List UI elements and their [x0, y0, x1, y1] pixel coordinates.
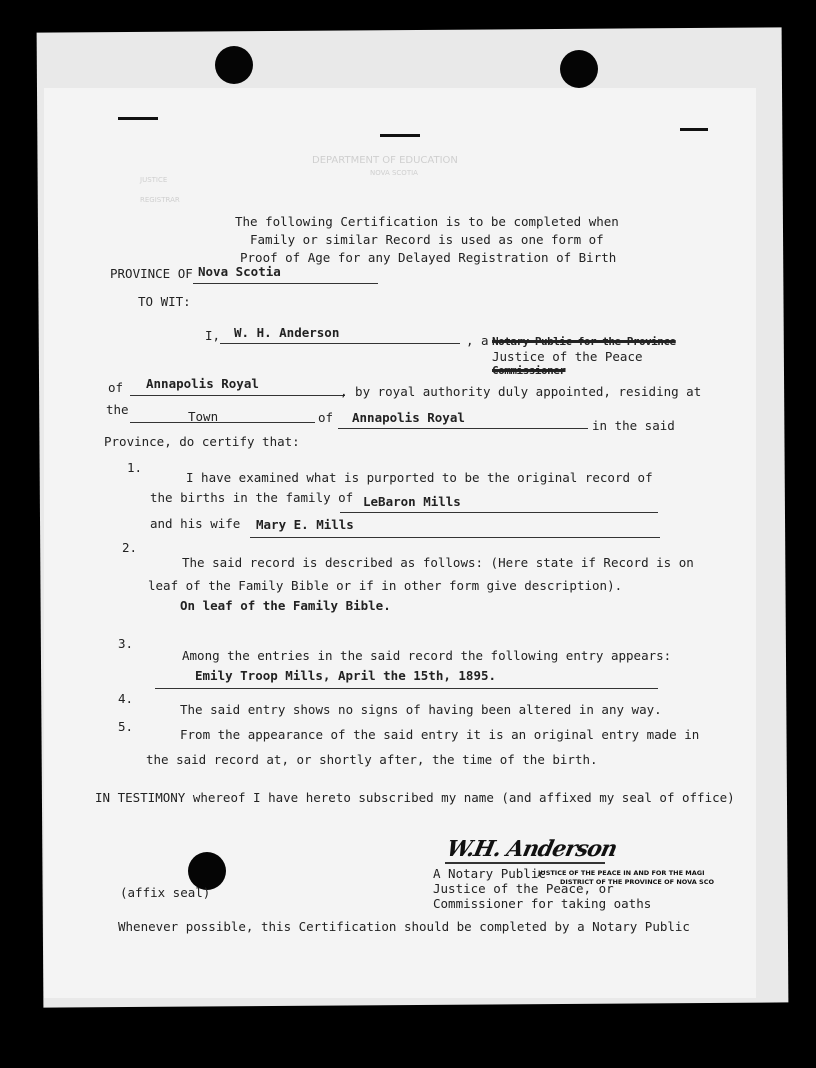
- title-struck-notary: Notary Public for the Province: [492, 335, 676, 348]
- title-value: Justice of the Peace: [492, 349, 643, 364]
- top-dash-center: [380, 134, 420, 137]
- family-underline: [340, 512, 658, 513]
- wife-underline: [250, 537, 660, 538]
- affix-seal-label: (affix seal): [120, 885, 211, 900]
- top-dash-right: [680, 128, 708, 131]
- justice-label: Justice of the Peace, or: [433, 881, 614, 896]
- the-value: Town: [188, 409, 219, 424]
- title-struck-commissioner: Commissioner: [492, 364, 566, 377]
- testimony-text: IN TESTIMONY whereof I have hereto subscribed my name (and affixed my seal of office): [95, 790, 735, 805]
- seal-line-1: JUSTICE OF THE PEACE IN AND FOR THE MAGI: [538, 869, 705, 877]
- item3-number: 3.: [118, 636, 134, 651]
- signature: W.H. Anderson: [444, 836, 619, 862]
- the-label: the: [106, 402, 129, 417]
- province-certify: Province, do certify that:: [104, 434, 300, 449]
- notary-label: A Notary Public: [433, 866, 546, 881]
- ghost-left-a: JUSTICE: [140, 176, 168, 184]
- item5-line1: From the appearance of the said entry it is an original entry made in: [180, 727, 700, 742]
- footer-note: Whenever possible, this Certification should be completed by a Notary Public: [118, 919, 690, 934]
- item4-number: 4.: [118, 691, 134, 706]
- a-label: , a: [466, 333, 489, 348]
- punch-hole-top-left: [215, 46, 253, 84]
- item2-number: 2.: [122, 540, 138, 555]
- item5-line2: the said record at, or shortly after, the time of the birth.: [146, 752, 598, 767]
- item2-value: On leaf of the Family Bible.: [180, 598, 391, 613]
- header-line-3: Proof of Age for any Delayed Registration of Birth: [240, 250, 617, 265]
- item1-number: 1.: [127, 460, 143, 475]
- wife-label: and his wife: [150, 516, 241, 531]
- seal-line-2: DISTRICT OF THE PROVINCE OF NOVA SCO: [560, 878, 714, 886]
- item5-number: 5.: [118, 719, 134, 734]
- item1-line2: the births in the family of: [150, 490, 354, 505]
- item4-text: The said entry shows no signs of having been altered in any way.: [180, 702, 662, 717]
- of-value: Annapolis Royal: [146, 376, 259, 391]
- the-underline: [130, 422, 315, 423]
- item1-line1: I have examined what is purported to be the original record of: [186, 470, 653, 485]
- ghost-dept: DEPARTMENT OF EDUCATION: [312, 155, 458, 166]
- to-wit-label: TO WIT:: [138, 294, 191, 309]
- ghost-dept-sub: NOVA SCOTIA: [370, 169, 418, 177]
- signature-underline: [445, 862, 605, 864]
- in-said-label: in the said: [592, 418, 675, 433]
- item3-underline: [155, 688, 658, 689]
- commissioner-label: Commissioner for taking oaths: [433, 896, 652, 911]
- name-value: W. H. Anderson: [234, 325, 340, 340]
- item2-line1: The said record is described as follows: (Here state if Record is on: [182, 555, 694, 570]
- of2-label: of: [318, 410, 334, 425]
- of-label: of: [108, 380, 124, 395]
- province-underline: [193, 283, 378, 284]
- i-label: I,: [205, 328, 221, 343]
- royal-authority-text: , by royal authority duly appointed, residing at: [340, 384, 702, 399]
- top-dash-left: [118, 117, 158, 120]
- item3-line1: Among the entries in the said record the following entry appears:: [182, 648, 672, 663]
- punch-hole-top-right: [560, 50, 598, 88]
- header-line-2: Family or similar Record is used as one form of: [250, 232, 604, 247]
- ghost-left-b: REGISTRAR: [140, 196, 180, 204]
- of2-underline: [338, 428, 588, 429]
- wife-value: Mary E. Mills: [256, 517, 354, 532]
- family-value: LeBaron Mills: [363, 494, 461, 509]
- of-underline: [130, 395, 345, 396]
- province-value: Nova Scotia: [198, 264, 281, 279]
- of2-value: Annapolis Royal: [352, 410, 465, 425]
- name-underline: [220, 343, 460, 344]
- header-line-1: The following Certification is to be completed when: [235, 214, 619, 229]
- item3-value: Emily Troop Mills, April the 15th, 1895.: [195, 668, 497, 683]
- item2-line2: leaf of the Family Bible or if in other form give description).: [148, 578, 623, 593]
- province-label: PROVINCE OF: [110, 266, 193, 281]
